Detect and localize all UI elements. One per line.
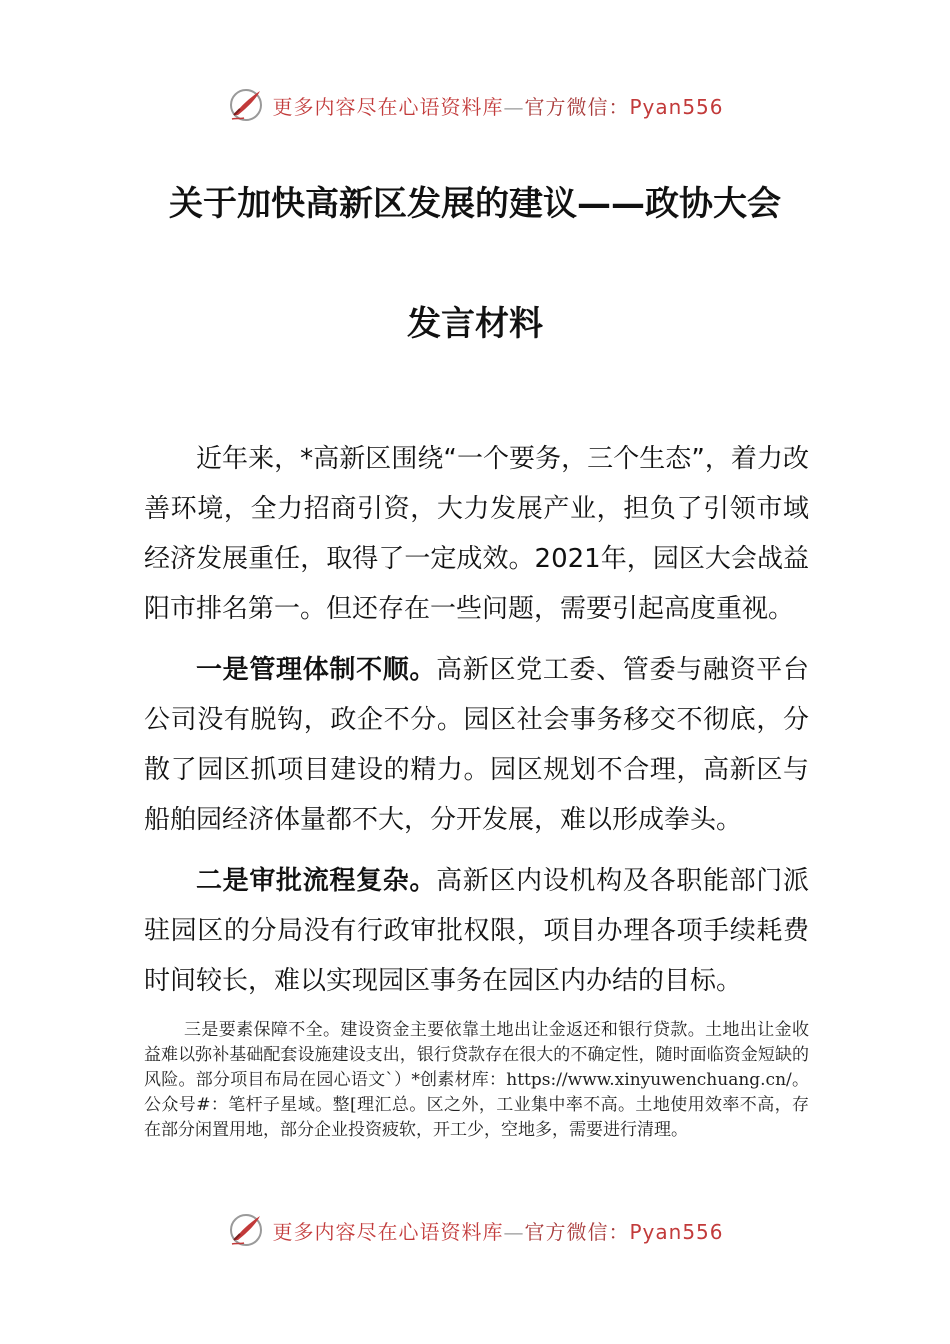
paragraph-lead: 一是管理体制不顺。: [196, 655, 437, 685]
body-paragraph-management: [144, 645, 809, 845]
watermark-lead: 更多内容尽在心语资料库: [272, 1219, 504, 1244]
watermark-label: 官方微信：: [524, 94, 630, 119]
watermark-separator: —: [503, 1219, 525, 1244]
document-title-line-1: 关于加快高新区发展的建议——政协大会: [169, 184, 781, 224]
footer-watermark: [0, 1205, 950, 1255]
paragraph-lead: 二是审批流程复杂。: [196, 866, 437, 896]
body-paragraph-approval: [144, 856, 809, 1006]
small-paragraph-resources: 三是要素保障不全。建设资金主要依靠土地出让金返还和银行贷款。土地出让金收益难以弥补基础配套设施建设支出，银行贷款存在很大的不确定性，随时面临资金短缺的风险。部分项目布局在园心语文`）*创素材库：https://www.xinyuwenchuang.cn/。公众号#：笔杆子星域。整[理汇总。区之外，工业集中率不高。土地使用效率不高，存在部分闲置用地，部分企业投资疲软，开工少，空地多，需要进行清理。: [144, 1020, 809, 1140]
watermark-separator: —: [503, 94, 525, 119]
body-paragraph-intro: [144, 434, 809, 634]
paragraph-text: 高新区党工委、管委与融资平台公司没有脱钩，政企不分。园区社会事务移交不彻底，分散了园区抓项目建设的精力。园区规划不合理，高新区与船舶园经济体量都不大，分开发展，难以形成拳头。: [144, 655, 809, 835]
watermark-lead: 更多内容尽在心语资料库: [272, 94, 504, 119]
header-watermark: [0, 80, 950, 130]
quill-pen-logo-icon: [226, 1210, 266, 1250]
quill-pen-logo-icon: [226, 85, 266, 125]
watermark-text: [272, 91, 723, 120]
watermark-label: 官方微信：: [524, 1219, 630, 1244]
watermark-text: [272, 1216, 723, 1245]
document-title-line-2: 发言材料: [407, 304, 543, 344]
watermark-id: Pyan556: [629, 1219, 724, 1244]
paragraph-text: 高新区内设机构及各职能部门派驻园区的分局没有行政审批权限，项目办理各项手续耗费时间较长，难以实现园区事务在园区内办结的目标。: [144, 866, 809, 996]
watermark-id: Pyan556: [629, 94, 724, 119]
paragraph-text: 近年来，*高新区围绕“一个要务，三个生态”，着力改善环境，全力招商引资，大力发展产业，担负了引领市域经济发展重任，取得了一定成效。2021年，园区大会战益阳市排名第一。但还存在一些问题，需要引起高度重视。: [144, 444, 809, 624]
